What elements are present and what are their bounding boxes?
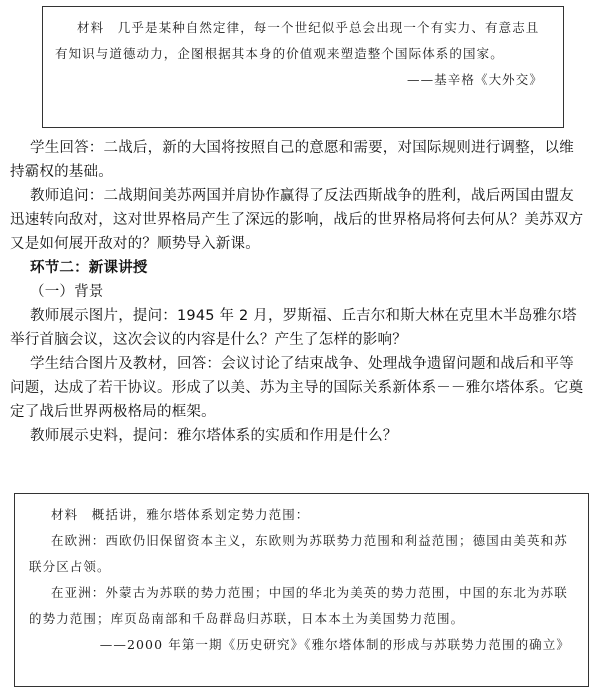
student-answer-2: 学生结合图片及教材，回答：会议讨论了结束战争、处理战争遗留问题和战后和平等问题，达成了若干协议。形成了以美、苏为主导的国际关系新体系－－雅尔塔体系。它奠定了战后世界两极格局的框架。 — [10, 356, 584, 420]
section-heading: 环节二：新课讲授 — [30, 260, 148, 276]
quote-box-yalta — [14, 493, 589, 687]
teacher-question-2: 教师展示图片，提问：1945 年 2 月，罗斯福、丘吉尔和斯大林在克里木半岛雅尔塔举行首脑会议，这次会议的内容是什么？产生了怎样的影响？ — [10, 308, 577, 348]
quote-source: ——基辛格《大外交》 — [406, 72, 543, 87]
yalta-intro: 材料 概括讲，雅尔塔体系划定势力范围： — [51, 507, 310, 522]
yalta-source: ——2000 年第一期《历史研究》《雅尔塔体制的形成与苏联势力范围的确立》 — [99, 637, 570, 652]
quote-text: 材料 几乎是某种自然定律，每一个世纪似乎总会出现一个有实力、有意志且有知识与道德动力，企图根据其本身的价值观来塑造整个国际体系的国家。 — [55, 20, 540, 61]
yalta-asia: 在亚洲：外蒙古为苏联的势力范围；中国的华北为美英的势力范围，中国的东北为苏联的势力范围；库页岛南部和千岛群岛归苏联，日本本土为美国势力范围。 — [29, 585, 568, 626]
yalta-europe: 在欧洲：西欧仍旧保留资本主义，东欧则为苏联势力范围和利益范围；德国由美英和苏联分区占领。 — [29, 533, 568, 574]
quote-box-kissinger — [42, 6, 564, 128]
student-answer-1: 学生回答：二战后，新的大国将按照自己的意愿和需要，对国际规则进行调整，以维持霸权的基础。 — [10, 140, 574, 180]
teacher-question-1: 教师追问：二战期间美苏两国并肩协作赢得了反法西斯战争的胜利，战后两国由盟友迅速转向敌对，这对世界格局产生了深远的影响，战后的世界格局将何去何从？美苏双方又是如何展开敌对的？顺势导入新课。 — [10, 188, 584, 252]
subheading-background: （一）背景 — [30, 284, 104, 300]
teacher-question-3: 教师展示史料，提问：雅尔塔体系的实质和作用是什么？ — [30, 428, 398, 444]
